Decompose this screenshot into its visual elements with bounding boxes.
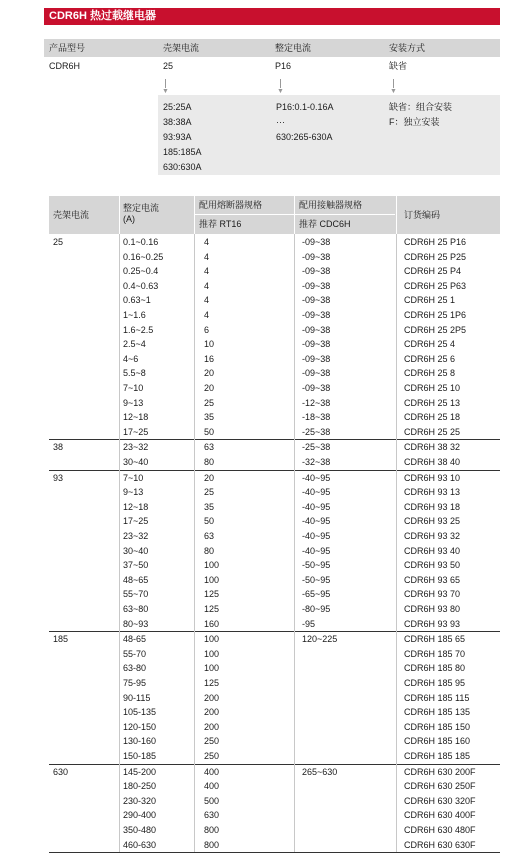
th-fuse-spec: 配用熔断器规格 (199, 200, 263, 210)
order-code-cell: CDR6H 93 13 (404, 487, 461, 498)
th-contactor-recommend: 推荐 CDC6H (299, 219, 351, 229)
table-row (49, 587, 500, 602)
contactor-cell: -95 (302, 618, 316, 629)
frame-option: 38:38A (163, 117, 192, 127)
setting-cell: 350-480 (123, 824, 157, 835)
setting-cell: 12~18 (123, 501, 149, 512)
order-code-cell: CDR6H 93 93 (404, 618, 461, 629)
header-divider (294, 196, 295, 234)
order-code-cell: CDR6H 185 160 (404, 736, 471, 747)
table-row (49, 381, 500, 396)
contactor-cell: -50~95 (302, 574, 331, 585)
table-row (49, 471, 500, 486)
contactor-cell: -09~38 (302, 251, 331, 262)
setting-cell: 180-250 (123, 781, 157, 792)
th-order-code: 订货编码 (404, 210, 441, 220)
connector-line (280, 79, 281, 88)
setting-cell: 0.16~0.25 (123, 251, 164, 262)
setting-cell: 105-135 (123, 707, 157, 718)
fuse-cell: 63 (204, 530, 215, 541)
header-frame-current: 壳架电流 (163, 43, 200, 53)
column-divider (396, 234, 397, 852)
setting-option: ··· (276, 117, 285, 127)
table-row (49, 440, 500, 455)
fuse-cell: 20 (204, 383, 215, 393)
order-code-cell: CDR6H 25 1P6 (404, 310, 467, 320)
order-code-cell: CDR6H 25 10 (404, 383, 461, 393)
table-row (49, 396, 500, 411)
frame-current-cell: 630 (53, 766, 69, 777)
order-code-cell: CDR6H 25 13 (404, 397, 461, 408)
order-code-cell: CDR6H 25 18 (404, 412, 461, 423)
contactor-cell: -40~95 (302, 530, 331, 541)
order-code-cell: CDR6H 93 40 (404, 545, 461, 556)
fuse-cell: 4 (204, 266, 210, 277)
setting-cell: 5.5~8 (123, 368, 146, 379)
table-row (49, 720, 500, 735)
connector-line (165, 79, 166, 88)
fuse-cell: 200 (204, 721, 220, 732)
fuse-cell: 100 (204, 574, 220, 585)
order-code-cell: CDR6H 93 25 (404, 516, 461, 527)
contactor-cell: -09~38 (302, 383, 331, 393)
order-code-cell: CDR6H 185 80 (404, 663, 466, 674)
fuse-cell: 125 (204, 677, 220, 688)
setting-cell: 2.5~4 (123, 339, 146, 350)
table-row (49, 573, 500, 588)
header-mounting: 安装方式 (389, 43, 426, 53)
order-code-cell: CDR6H 25 P63 (404, 280, 467, 291)
frame-option: 25:25A (163, 102, 192, 112)
fuse-cell: 4 (204, 295, 210, 306)
setting-cell: 0.4~0.63 (123, 280, 159, 291)
setting-cell: 55-70 (123, 648, 147, 659)
column-divider (119, 234, 120, 852)
table-row (49, 544, 500, 559)
table-row (49, 749, 500, 764)
fuse-cell: 50 (204, 516, 215, 527)
fuse-cell: 20 (204, 472, 215, 483)
contactor-cell: -40~95 (302, 487, 331, 498)
table-row (49, 514, 500, 529)
setting-cell: 12~18 (123, 412, 149, 423)
frame-option: 93:93A (163, 132, 192, 142)
setting-cell: 290-400 (123, 810, 157, 821)
setting-cell: 23~32 (123, 442, 149, 453)
fuse-cell: 4 (204, 251, 210, 262)
order-code-cell: CDR6H 38 40 (404, 456, 461, 467)
contactor-cell: -09~38 (302, 280, 331, 291)
order-code-cell: CDR6H 93 65 (404, 574, 461, 585)
table-row (49, 661, 500, 676)
value-model: CDR6H (49, 61, 81, 71)
setting-current-options (276, 100, 334, 145)
order-code-cell: CDR6H 630 630F (404, 839, 476, 850)
table-row (49, 647, 500, 662)
setting-cell: 4~6 (123, 353, 139, 364)
order-code-cell: CDR6H 25 P4 (404, 266, 462, 277)
table-row (49, 823, 500, 838)
contactor-cell: -09~38 (302, 266, 331, 277)
mounting-option: 缺省：组合安装 (389, 102, 453, 112)
fuse-cell: 100 (204, 663, 220, 674)
table-row (49, 293, 500, 308)
table-row (49, 808, 500, 823)
order-code-cell: CDR6H 185 65 (404, 634, 466, 645)
th-contactor-spec: 配用接触器规格 (299, 200, 363, 210)
order-code-cell: CDR6H 25 2P5 (404, 324, 467, 335)
setting-cell: 75-95 (123, 677, 147, 688)
order-code-cell: CDR6H 185 135 (404, 707, 471, 718)
setting-cell: 30~40 (123, 456, 149, 467)
setting-cell: 130-160 (123, 736, 157, 747)
contactor-cell: -40~95 (302, 472, 331, 483)
fuse-cell: 100 (204, 560, 220, 571)
table-row (49, 366, 500, 381)
fuse-cell: 250 (204, 750, 220, 761)
table-row (49, 691, 500, 706)
fuse-cell: 100 (204, 648, 220, 659)
order-code-cell: CDR6H 630 400F (404, 810, 476, 821)
table-row (49, 632, 500, 647)
setting-cell: 9~13 (123, 397, 144, 408)
contactor-cell: -32~38 (302, 456, 331, 467)
fuse-cell: 10 (204, 339, 215, 350)
contactor-cell: -25~38 (302, 426, 331, 437)
order-code-cell: CDR6H 93 50 (404, 560, 461, 571)
setting-cell: 63-80 (123, 663, 147, 674)
table-row (49, 410, 500, 425)
order-code-cell: CDR6H 185 95 (404, 677, 466, 688)
setting-cell: 145-200 (123, 766, 157, 777)
fuse-cell: 50 (204, 426, 215, 437)
fuse-cell: 25 (204, 397, 215, 408)
contactor-cell: 265~630 (302, 766, 338, 777)
setting-cell: 1.6~2.5 (123, 324, 154, 335)
contactor-cell: -09~38 (302, 353, 331, 364)
table-row (49, 455, 500, 470)
fuse-cell: 63 (204, 442, 215, 453)
table-row (49, 485, 500, 500)
contactor-cell: -40~95 (302, 516, 331, 527)
page-title: CDR6H 热过载继电器 (44, 8, 500, 25)
table-row (49, 734, 500, 749)
order-code-cell: CDR6H 93 80 (404, 603, 461, 614)
contactor-cell: -09~38 (302, 324, 331, 335)
th-setting-current (123, 203, 159, 225)
contactor-cell: -50~95 (302, 560, 331, 571)
setting-option: P16:0.1-0.16A (276, 102, 334, 112)
fuse-cell: 16 (204, 353, 215, 364)
table-row (49, 308, 500, 323)
header-divider (195, 214, 395, 215)
setting-cell: 150-185 (123, 750, 157, 761)
table-row (49, 250, 500, 265)
fuse-cell: 500 (204, 795, 220, 806)
fuse-cell: 4 (204, 280, 210, 291)
fuse-cell: 4 (204, 310, 210, 320)
table-row (49, 617, 500, 632)
th-frame-current: 壳架电流 (53, 210, 90, 220)
contactor-cell: -80~95 (302, 603, 331, 614)
fuse-cell: 630 (204, 810, 220, 821)
order-code-cell: CDR6H 25 25 (404, 426, 461, 437)
th-fuse-recommend: 推荐 RT16 (199, 219, 242, 229)
order-code-cell: CDR6H 38 32 (404, 442, 461, 453)
header-setting-current: 整定电流 (275, 43, 312, 53)
fuse-cell: 4 (204, 237, 210, 247)
table-row (49, 235, 500, 250)
order-code-cell: CDR6H 630 320F (404, 795, 476, 806)
order-code-cell: CDR6H 630 480F (404, 824, 476, 835)
header-divider (396, 196, 397, 234)
arrow-down-icon: ▼ (277, 88, 284, 95)
setting-cell: 63~80 (123, 603, 149, 614)
setting-cell: 90-115 (123, 692, 151, 703)
order-code-cell: CDR6H 185 150 (404, 721, 471, 732)
contactor-cell: -65~95 (302, 589, 331, 600)
fuse-cell: 125 (204, 589, 220, 600)
order-code-cell: CDR6H 630 250F (404, 781, 476, 792)
contactor-cell: -09~38 (302, 339, 331, 350)
order-code-cell: CDR6H 25 4 (404, 339, 456, 350)
setting-cell: 0.1~0.16 (123, 237, 159, 247)
contactor-cell: -40~95 (302, 545, 331, 556)
setting-cell: 230-320 (123, 795, 157, 806)
order-code-cell: CDR6H 185 115 (404, 692, 470, 703)
arrow-down-icon: ▼ (162, 88, 169, 95)
table-row (49, 602, 500, 617)
setting-cell: 7~10 (123, 472, 144, 483)
model-selection-values (44, 57, 500, 75)
header-divider (194, 196, 195, 234)
table-row (49, 676, 500, 691)
table-row (49, 705, 500, 720)
order-code-cell: CDR6H 25 6 (404, 353, 456, 364)
table-row (49, 500, 500, 515)
frame-current-cell: 25 (53, 237, 64, 247)
table-row (49, 765, 500, 780)
frame-current-options (163, 100, 202, 175)
setting-cell: 23~32 (123, 530, 149, 541)
setting-cell: 0.63~1 (123, 295, 151, 306)
column-divider (194, 234, 195, 852)
order-code-cell: CDR6H 25 8 (404, 368, 456, 379)
connector-line (393, 79, 394, 88)
setting-option: 630:265-630A (276, 132, 333, 142)
setting-cell: 460-630 (123, 839, 157, 850)
th-setting-line: (A) (123, 214, 135, 224)
fuse-cell: 80 (204, 545, 215, 556)
order-code-cell: CDR6H 93 18 (404, 501, 461, 512)
fuse-cell: 160 (204, 618, 220, 629)
fuse-cell: 800 (204, 824, 220, 835)
table-row (49, 425, 500, 440)
table-row (49, 337, 500, 352)
frame-option: 185:185A (163, 147, 202, 157)
table-row (49, 352, 500, 367)
table-row (49, 529, 500, 544)
setting-cell: 55~70 (123, 589, 149, 600)
order-code-cell: CDR6H 25 P16 (404, 237, 467, 247)
setting-cell: 0.25~0.4 (123, 266, 159, 277)
table-row (49, 264, 500, 279)
setting-cell: 17~25 (123, 516, 149, 527)
th-setting-line: 整定电流 (123, 203, 160, 213)
mounting-option: F：独立安装 (389, 117, 440, 127)
order-code-cell: CDR6H 185 70 (404, 648, 466, 659)
order-code-cell: CDR6H 93 32 (404, 530, 461, 541)
setting-cell: 17~25 (123, 426, 149, 437)
contactor-cell: -09~38 (302, 295, 331, 306)
setting-cell: 48~65 (123, 574, 149, 585)
value-setting-current: P16 (275, 61, 292, 71)
fuse-cell: 35 (204, 412, 215, 423)
table-row (49, 794, 500, 809)
header-divider (119, 196, 120, 234)
table-row (49, 558, 500, 573)
fuse-cell: 80 (204, 456, 215, 467)
fuse-cell: 20 (204, 368, 215, 379)
value-mounting: 缺省 (389, 61, 408, 71)
fuse-cell: 6 (204, 324, 210, 335)
frame-option: 630:630A (163, 162, 202, 172)
contactor-cell: -12~38 (302, 397, 331, 408)
contactor-cell: -09~38 (302, 237, 331, 247)
order-code-cell: CDR6H 25 1 (404, 295, 456, 306)
fuse-cell: 400 (204, 766, 220, 777)
setting-cell: 1~1.6 (123, 310, 146, 320)
order-code-cell: CDR6H 185 185 (404, 750, 471, 761)
setting-cell: 30~40 (123, 545, 149, 556)
fuse-cell: 200 (204, 707, 220, 718)
frame-current-cell: 93 (53, 472, 64, 483)
contactor-cell: -40~95 (302, 501, 331, 512)
order-code-cell: CDR6H 630 200F (404, 766, 476, 777)
spec-table-header (49, 196, 500, 234)
fuse-cell: 35 (204, 501, 215, 512)
fuse-cell: 25 (204, 487, 215, 498)
value-frame-current: 25 (163, 61, 174, 71)
contactor-cell: -25~38 (302, 442, 331, 453)
frame-current-cell: 185 (53, 634, 69, 645)
setting-cell: 37~50 (123, 560, 149, 571)
table-row (49, 279, 500, 294)
contactor-cell: -09~38 (302, 368, 331, 379)
fuse-cell: 800 (204, 839, 220, 850)
contactor-cell: -09~38 (302, 310, 331, 320)
setting-cell: 7~10 (123, 383, 144, 393)
arrow-down-icon: ▼ (390, 88, 397, 95)
contactor-cell: 120~225 (302, 634, 338, 645)
fuse-cell: 250 (204, 736, 220, 747)
setting-cell: 48-65 (123, 634, 147, 645)
order-code-cell: CDR6H 93 10 (404, 472, 461, 483)
table-bottom-border (49, 852, 500, 853)
table-row (49, 779, 500, 794)
order-code-cell: CDR6H 93 70 (404, 589, 461, 600)
setting-cell: 9~13 (123, 487, 144, 498)
frame-current-cell: 38 (53, 442, 64, 453)
table-row (49, 838, 500, 853)
order-code-cell: CDR6H 25 P25 (404, 251, 467, 262)
contactor-cell: -18~38 (302, 412, 331, 423)
fuse-cell: 200 (204, 692, 220, 703)
fuse-cell: 125 (204, 603, 220, 614)
setting-cell: 80~93 (123, 618, 149, 629)
model-selection-header (44, 39, 500, 57)
header-model: 产品型号 (49, 43, 86, 53)
table-row (49, 323, 500, 338)
mounting-options (389, 100, 452, 130)
setting-cell: 120-150 (123, 721, 157, 732)
column-divider (294, 234, 295, 852)
fuse-cell: 400 (204, 781, 220, 792)
fuse-cell: 100 (204, 634, 220, 645)
